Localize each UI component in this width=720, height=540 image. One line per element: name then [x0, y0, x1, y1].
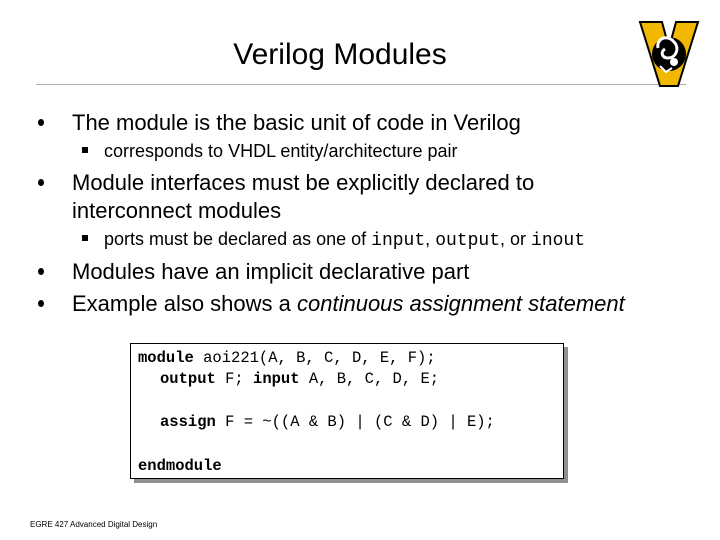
- footer-text: EGRE 427 Advanced Digital Design: [30, 520, 158, 529]
- bullet-4-prefix: Example also shows a: [72, 291, 297, 316]
- subbullet-square: [82, 235, 88, 241]
- code-text: A, B, C, D, E;: [299, 370, 440, 388]
- subbullet-1-text: corresponds to VHDL entity/architecture pair: [104, 141, 458, 161]
- bullet-2-line2: interconnect modules: [72, 198, 282, 223]
- code-line-4: [138, 457, 222, 475]
- subbullet-2-text: [104, 227, 585, 253]
- bullet-4-text: [72, 290, 625, 318]
- title-rule: [36, 84, 686, 85]
- bullet-4-emphasis: continuous assignment statement: [297, 291, 625, 316]
- code-line-2: [160, 370, 439, 388]
- bullet-1-text: The module is the basic unit of code in Verilog: [72, 110, 521, 135]
- subbullet-2-prefix: ports must be declared as one of: [104, 229, 372, 249]
- code-keyword: endmodule: [138, 457, 222, 475]
- keyword-input: input: [371, 231, 426, 251]
- code-text: F;: [215, 370, 254, 388]
- subbullet-2-sep2: , or: [500, 229, 532, 249]
- vcu-ram-logo-icon: [638, 18, 700, 90]
- slide-title: Verilog Modules: [233, 38, 447, 71]
- bullet-3-text: Modules have an implicit declarative part: [72, 259, 470, 284]
- keyword-inout: inout: [531, 231, 586, 251]
- code-keyword: assign: [160, 413, 216, 431]
- subbullet-2-sep1: ,: [425, 229, 436, 249]
- bullet-dot: [38, 119, 44, 126]
- bullet-dot: [38, 300, 44, 307]
- code-keyword: output: [160, 370, 216, 388]
- code-text: F = ~((A & B) | (C & D) | E);: [215, 413, 495, 431]
- bullet-dot: [38, 179, 44, 186]
- code-line-3: [160, 413, 495, 431]
- bullet-2-line1: Module interfaces must be explicitly declared to: [72, 170, 535, 195]
- subbullet-square: [82, 147, 88, 153]
- code-text: aoi221(A, B, C, D, E, F);: [193, 349, 436, 367]
- keyword-output: output: [435, 231, 500, 251]
- code-keyword: input: [253, 370, 300, 388]
- code-line-1: [138, 349, 436, 367]
- code-keyword: module: [138, 349, 194, 367]
- bullet-dot: [38, 268, 44, 275]
